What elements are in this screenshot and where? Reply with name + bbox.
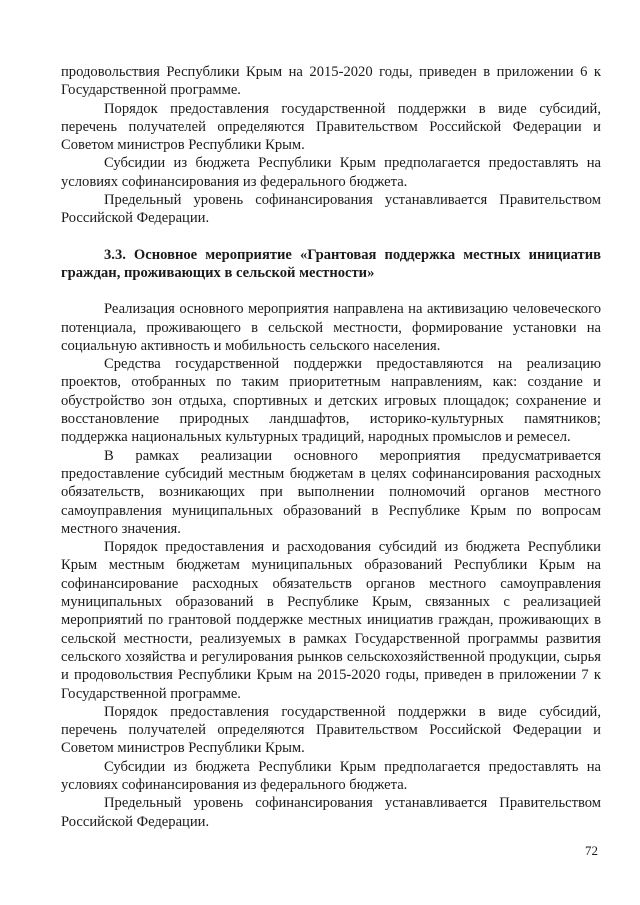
paragraph: В рамках реализации основного мероприятия предусматривается предоставление субсидий местным бюджетам в целях софинансирования расходных обязательств, возникающих при выполнении полномочий органов местного самоуправления муниципальных образований в Республике Крым по вопросам местного значения. [61,447,601,537]
paragraph: Средства государственной поддержки предоставляются на реализацию проектов, отобранных по таким приоритетным направлениям, как: создание и обустройство зон отдыха, спортивных и детских игровых площадок; сохранение и восстановление природных ландшафтов, историко-культурных памятников; поддержка национальных культурных традиций, народных промыслов и ремесел. [61,356,601,446]
paragraph: Порядок предоставления и расходования субсидий из бюджета Республики Крым местным бюджетам муниципальных образований Республики Крым на софинансирование расходных обязательств органов местного самоуправления муниципальных образований в Республике Крым, связанных с реализацией мероприятий по грантовой поддержке местных инициатив граждан, проживающих в сельской местности, реализуемых в рамках Государственной программы развития сельского хозяйства и регулирования рынков сельскохозяйственной продукции, сырья и продовольствия Республики Крым на 2015-2020 годы, приведен в приложении 7 к Государственной программе. [61,539,601,702]
paragraph: Реализация основного мероприятия направлена на активизацию человеческого потенциала, проживающего в сельской местности, формирование установки на социальную активность и мобильность сельского населения. [61,301,601,354]
page-number: 72 [585,843,598,858]
spacer [61,282,601,300]
paragraph: Порядок предоставления государственной поддержки в виде субсидий, перечень получателей определяются Правительством Российской Федерации и Советом министров Республики Крым. [61,100,601,154]
paragraph: Предельный уровень софинансирования устанавливается Правительством Российской Федерации. [61,795,601,830]
paragraph: Предельный уровень софинансирования устанавливается Правительством Российской Федерации. [61,192,601,227]
paragraph: Субсидии из бюджета Республики Крым предполагается предоставлять на условиях софинансирования из федерального бюджета. [61,155,601,190]
paragraph: Субсидии из бюджета Республики Крым предполагается предоставлять на условиях софинансирования из федерального бюджета. [61,758,601,793]
paragraph-continuation: продовольствия Республики Крым на 2015-2020 годы, приведен в приложении 6 к Государственной программе. [61,64,601,99]
paragraph: Порядок предоставления государственной поддержки в виде субсидий, перечень получателей определяются Правительством Российской Федерации и Советом министров Республики Крым. [61,703,601,757]
document-body [61,63,601,831]
spacer [61,228,601,246]
section-heading: 3.3. Основное мероприятие «Грантовая поддержка местных инициатив граждан, проживающих в сельской местности» [61,246,601,281]
